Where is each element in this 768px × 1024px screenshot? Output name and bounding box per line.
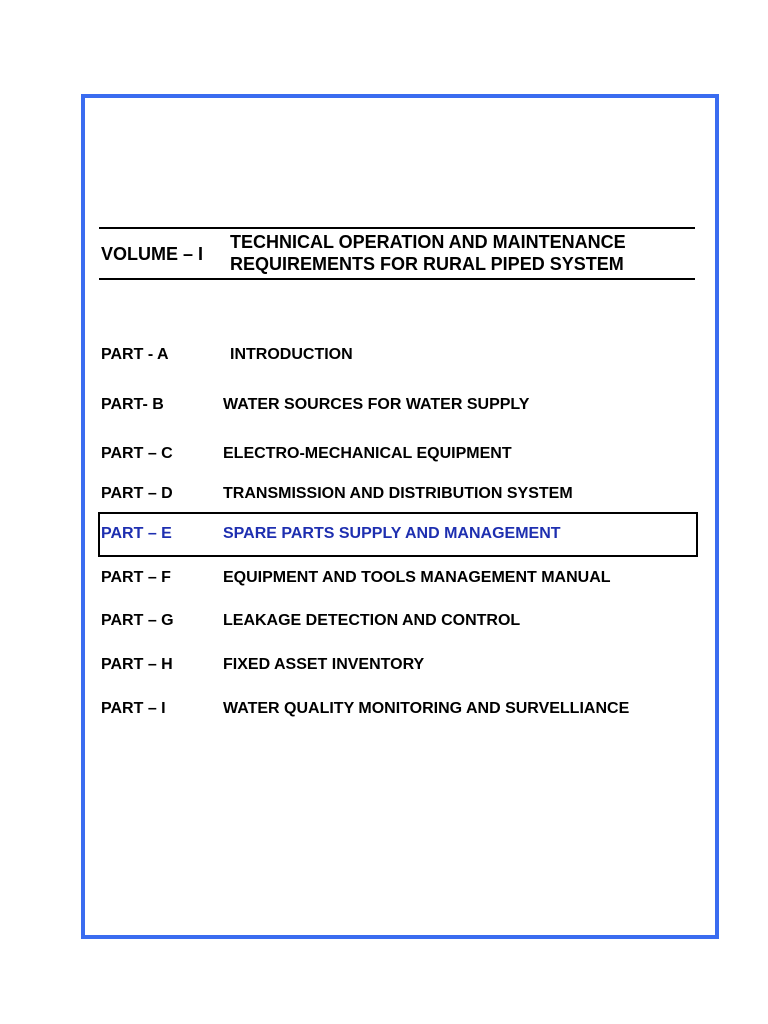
- part-title: INTRODUCTION: [230, 346, 353, 363]
- part-title: WATER SOURCES FOR WATER SUPPLY: [223, 396, 530, 413]
- part-label: PART – D: [101, 485, 173, 502]
- part-label: PART – G: [101, 612, 174, 629]
- volume-title-line-1: TECHNICAL OPERATION AND MAINTENANCE: [230, 232, 626, 252]
- header-bottom-rule: [99, 278, 695, 280]
- part-row-c[interactable]: [101, 443, 691, 465]
- part-title: TRANSMISSION AND DISTRIBUTION SYSTEM: [223, 485, 573, 502]
- part-label: PART – C: [101, 445, 173, 462]
- part-label: PART – I: [101, 700, 166, 717]
- part-title: FIXED ASSET INVENTORY: [223, 656, 425, 673]
- volume-title: [230, 231, 626, 275]
- volume-title-line-2: REQUIREMENTS FOR RURAL PIPED SYSTEM: [230, 254, 624, 274]
- part-title: LEAKAGE DETECTION AND CONTROL: [223, 612, 521, 629]
- part-label: PART – E: [101, 525, 172, 542]
- volume-label: VOLUME – I: [101, 244, 204, 264]
- part-row-i[interactable]: [101, 698, 691, 720]
- part-row-g[interactable]: [101, 610, 691, 632]
- part-title: ELECTRO-MECHANICAL EQUIPMENT: [223, 445, 512, 462]
- part-label: PART - A: [101, 346, 169, 363]
- part-title: WATER QUALITY MONITORING AND SURVELLIANCE: [223, 700, 630, 717]
- part-label: PART – F: [101, 569, 171, 586]
- part-row-f[interactable]: [101, 567, 691, 589]
- part-label: PART- B: [101, 396, 164, 413]
- part-title: EQUIPMENT AND TOOLS MANAGEMENT MANUAL: [223, 569, 611, 586]
- header-top-rule: [99, 227, 695, 229]
- part-label: PART – H: [101, 656, 173, 673]
- part-title: SPARE PARTS SUPPLY AND MANAGEMENT: [223, 525, 561, 542]
- part-row-h[interactable]: [101, 654, 691, 676]
- part-row-d[interactable]: [101, 483, 691, 505]
- part-row-b[interactable]: [101, 394, 691, 416]
- part-row-a[interactable]: [101, 344, 691, 366]
- part-row-e[interactable]: [101, 523, 691, 545]
